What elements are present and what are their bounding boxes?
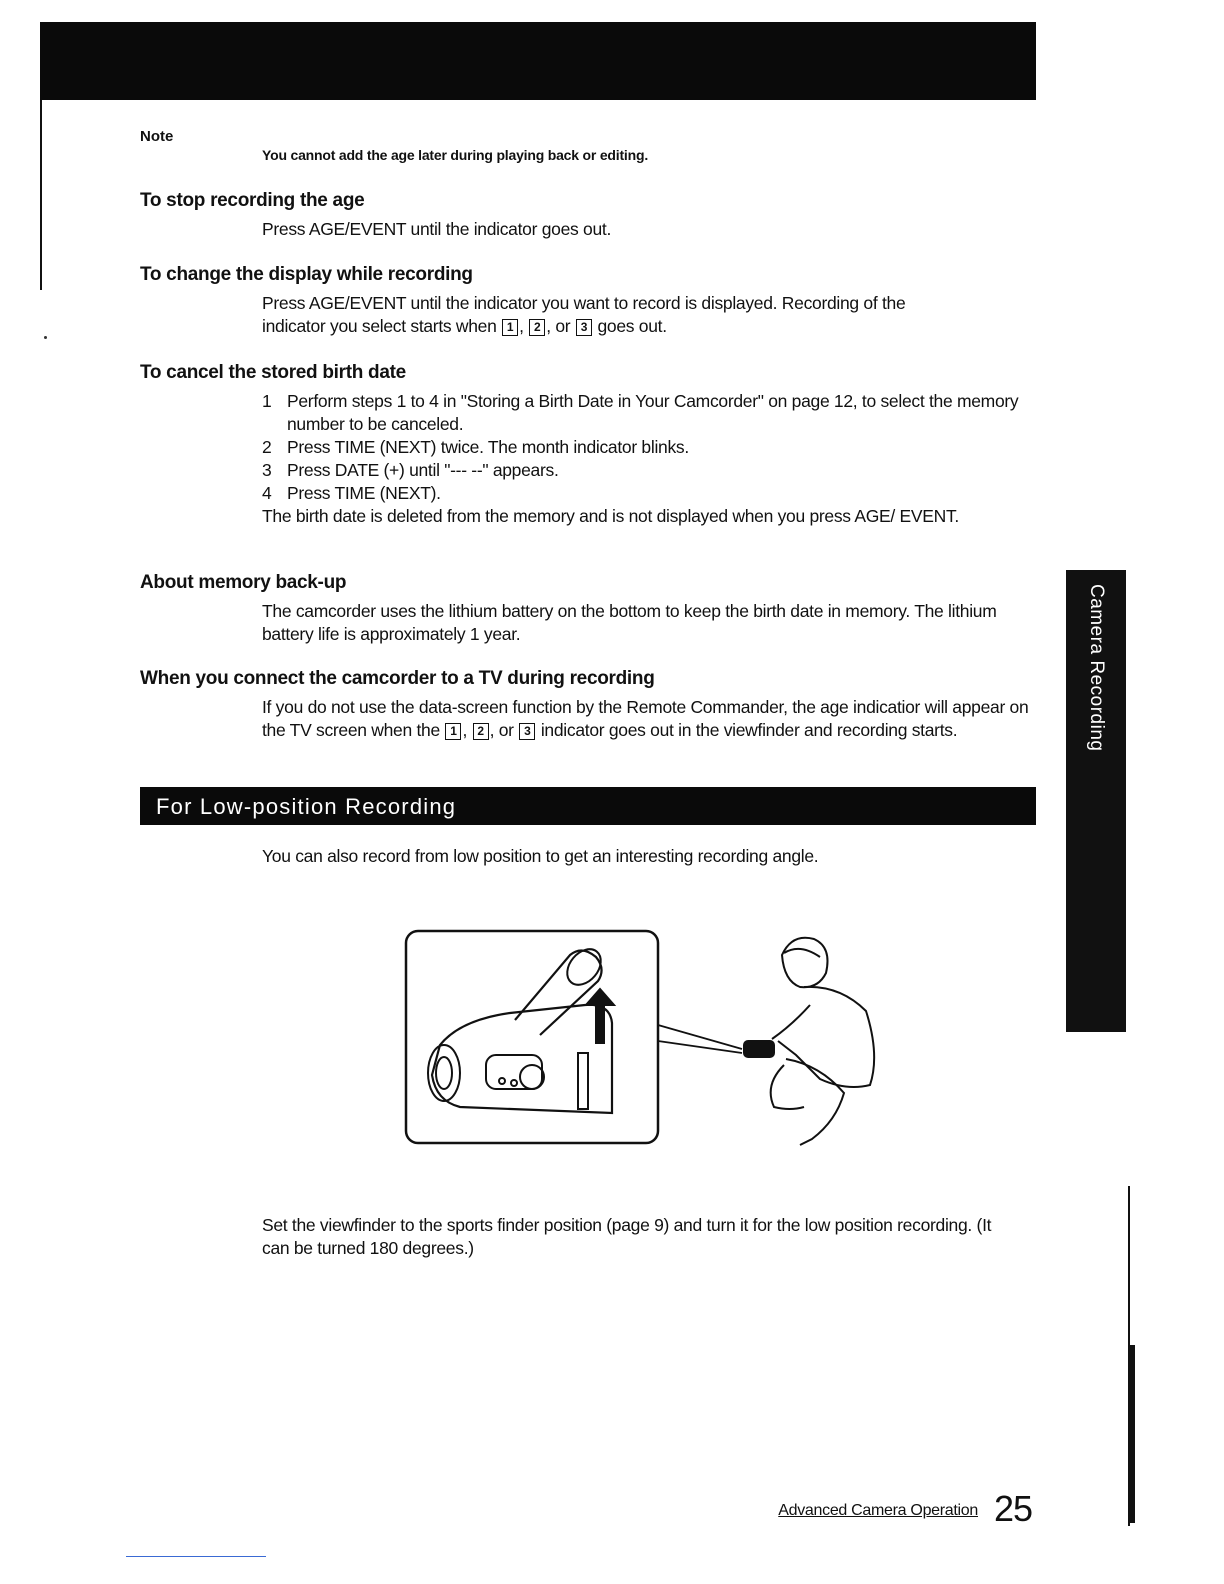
boxed-number-3: 3 bbox=[519, 723, 535, 740]
boxed-number-2: 2 bbox=[529, 319, 545, 336]
separator: , or bbox=[546, 316, 571, 336]
change-display-line2-a: indicator you select starts when bbox=[262, 316, 497, 336]
page-number: 25 bbox=[994, 1488, 1033, 1529]
scan-speck bbox=[44, 336, 47, 339]
header-black-bar bbox=[40, 22, 1036, 100]
person-arm bbox=[772, 1005, 810, 1039]
change-display-line2 bbox=[262, 315, 1032, 338]
camcorder-closeup-frame bbox=[406, 931, 658, 1143]
tv-connect-text bbox=[262, 696, 1032, 742]
person-head bbox=[782, 938, 828, 988]
person-legs bbox=[771, 1059, 844, 1145]
right-margin-rule-thick bbox=[1128, 1345, 1135, 1523]
step-number: 3 bbox=[262, 460, 272, 480]
step-item bbox=[262, 482, 1032, 505]
step-text: Press TIME (NEXT) twice. The month indicator blinks. bbox=[287, 437, 689, 457]
step-item bbox=[262, 459, 1032, 482]
step-text: Perform steps 1 to 4 in "Storing a Birth Date in Your Camcorder" on page 12, to select the memory number to be canceled. bbox=[287, 391, 1019, 434]
camcorder-body bbox=[432, 1005, 612, 1113]
step-text: Press DATE (+) until "--- --" appears. bbox=[287, 460, 559, 480]
section-title-low-position: For Low-position Recording bbox=[140, 787, 1036, 825]
low-position-intro: You can also record from low position to get an interesting recording angle. bbox=[262, 846, 819, 866]
step-item bbox=[262, 390, 1032, 436]
heading-tv-connect: When you connect the camcorder to a TV during recording bbox=[140, 668, 655, 689]
boxed-number-1: 1 bbox=[502, 319, 518, 336]
camcorder-illustration-svg bbox=[400, 925, 890, 1155]
note-text: You cannot add the age later during playing back or editing. bbox=[262, 147, 649, 163]
heading-memory-backup: About memory back-up bbox=[140, 572, 347, 593]
person-body bbox=[778, 987, 874, 1087]
low-position-illustration bbox=[400, 925, 890, 1155]
step-item bbox=[262, 436, 1032, 459]
low-position-instruction: Set the viewfinder to the sports finder position (page 9) and turn it for the low position recording. (It can be turned 180 degrees.) bbox=[262, 1215, 992, 1258]
note-label: Note bbox=[140, 128, 174, 145]
cancel-birth-date-steps bbox=[262, 390, 1032, 528]
step-number: 1 bbox=[262, 391, 272, 411]
change-display-line1: Press AGE/EVENT until the indicator you want to record is displayed. Recording of the bbox=[262, 293, 906, 313]
boxed-number-3: 3 bbox=[576, 319, 592, 336]
small-camcorder bbox=[744, 1041, 774, 1057]
change-display-text bbox=[262, 292, 1032, 338]
viewfinder-tube bbox=[515, 950, 602, 1035]
tv-connect-text-a: If you do not use the data-screen function by the Remote Commander, the age indicatior will appear on the TV screen when the bbox=[262, 697, 1029, 740]
step-text: Press TIME (NEXT). bbox=[287, 483, 441, 503]
heading-cancel-birth-date: To cancel the stored birth date bbox=[140, 362, 406, 383]
cancel-result-text: The birth date is deleted from the memory and is not displayed when you press AGE/ EVENT. bbox=[262, 506, 959, 526]
bottom-rule bbox=[126, 1556, 266, 1557]
heading-stop-recording: To stop recording the age bbox=[140, 190, 365, 211]
side-tab-label: Camera Recording bbox=[1086, 584, 1107, 752]
step-number: 2 bbox=[262, 437, 272, 457]
boxed-number-2: 2 bbox=[473, 723, 489, 740]
separator: , bbox=[519, 316, 524, 336]
separator: , bbox=[462, 720, 468, 740]
tv-connect-text-b: indicator goes out in the viewfinder and recording starts. bbox=[540, 720, 958, 740]
heading-change-display: To change the display while recording bbox=[140, 264, 473, 285]
memory-backup-text: The camcorder uses the lithium battery on the bottom to keep the birth date in memory. The lithium battery life is approximately 1 year. bbox=[262, 601, 997, 644]
footer-section-name: Advanced Camera Operation bbox=[778, 1502, 978, 1519]
stop-recording-text: Press AGE/EVENT until the indicator goes out. bbox=[262, 219, 612, 239]
separator: , or bbox=[489, 720, 514, 740]
step-number: 4 bbox=[262, 483, 272, 503]
boxed-number-1: 1 bbox=[445, 723, 461, 740]
change-display-line2-b: goes out. bbox=[597, 316, 667, 336]
left-margin-rule bbox=[40, 100, 42, 290]
